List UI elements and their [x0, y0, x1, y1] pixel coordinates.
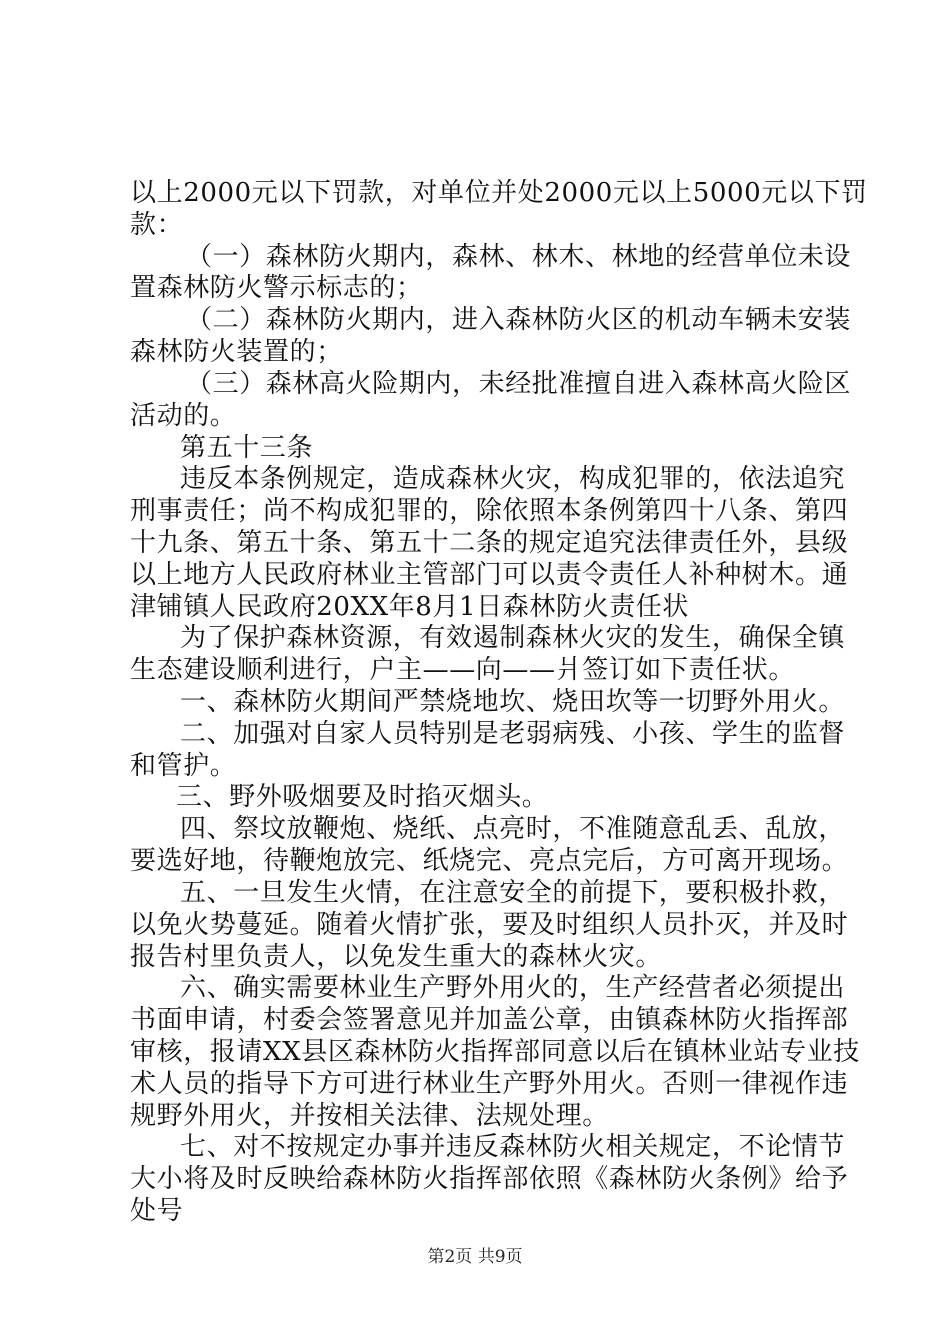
text-line: 以免火势蔓延。随着火情扩张，要及时组织人员扑灭，并及时: [130, 910, 849, 940]
text-line: 五、一旦发生火情，在注意安全的前提下，要积极扑救，: [180, 878, 846, 908]
text-line: （二）森林防火期内，进入森林防火区的机动车辆未安装: [186, 305, 852, 335]
text-line: 报告村里负责人，以免发生重大的森林火灾。: [130, 942, 663, 972]
text-line: 和管护。: [130, 751, 237, 781]
text-line: 七、对不按规定办事并违反森林防火相关规定，不论情节: [180, 1132, 846, 1162]
text-line: 活动的。: [130, 401, 237, 431]
text-line: 一、森林防火期间严禁烧地坎、烧田坎等一切野外用火。: [180, 687, 846, 717]
text-line: 置森林防火警示标志的；: [130, 273, 423, 303]
section-heading: 第五十三条: [180, 433, 314, 463]
text-line: 要选好地，待鞭炮放完、纸烧完、亮点完后，方可离开现场。: [130, 846, 849, 876]
text-line: 审核，报请XX县区森林防火指挥部同意以后在镇林业站专业技: [130, 1037, 860, 1067]
text-line: （一）森林防火期内，森林、林木、林地的经营单位未设: [186, 242, 852, 272]
text-line: 生态建设顺利进行，户主——向——爿签订如下责任状。: [130, 655, 796, 685]
text-line: 术人员的指导下方可进行林业生产野外用火。否则一律视作违: [130, 1069, 849, 1099]
text-line: 二、加强对自家人员特别是老弱病残、小孩、学生的监督: [180, 719, 846, 749]
page-footer: 第2页 共9页: [427, 1247, 523, 1267]
text-line: （三）森林高火险期内，未经批准擅自进入森林高火险区: [186, 369, 852, 399]
text-line: 以上地方人民政府林业主管部门可以责令责任人补种树木。通: [130, 560, 849, 590]
text-line: 十九条、第五十条、第五十二条的规定追究法律责任外，县级: [130, 528, 849, 558]
text-line: 款：: [130, 210, 184, 240]
text-line: 书面申请，村委会签署意见并加盖公章，由镇森林防火指挥部: [130, 1005, 849, 1035]
text-line: 规野外用火，并按相关法律、法规处理。: [130, 1101, 609, 1131]
text-line: 违反本条例规定，造成森林火灾，构成犯罪的，依法追究: [180, 464, 846, 494]
text-line: 刑事责任；尚不构成犯罪的，除依照本条例第四十八条、第四: [130, 496, 849, 526]
text-line: 以上2000元以下罚款，对单位并处2000元以上5000元以下罚: [130, 178, 868, 208]
text-line: 津铺镇人民政府20XX年8月1日森林防火责任状: [130, 592, 689, 622]
text-line: 处号: [130, 1196, 184, 1226]
text-line: 四、祭坟放鞭炮、烧纸、点亮时，不准随意乱丢、乱放，: [180, 814, 846, 844]
text-line: 大小将及时反映给森林防火指挥部依照《森林防火条例》给予: [130, 1164, 849, 1194]
text-line: 六、确实需要林业生产野外用火的，生产经营者必须提出: [180, 973, 846, 1003]
text-line: 三、野外吸烟要及时掐灭烟头。: [176, 782, 549, 812]
text-line: 森林防火装置的；: [130, 337, 343, 367]
text-line: 为了保护森林资源，有效遏制森林火灾的发生，确保全镇: [180, 623, 846, 653]
